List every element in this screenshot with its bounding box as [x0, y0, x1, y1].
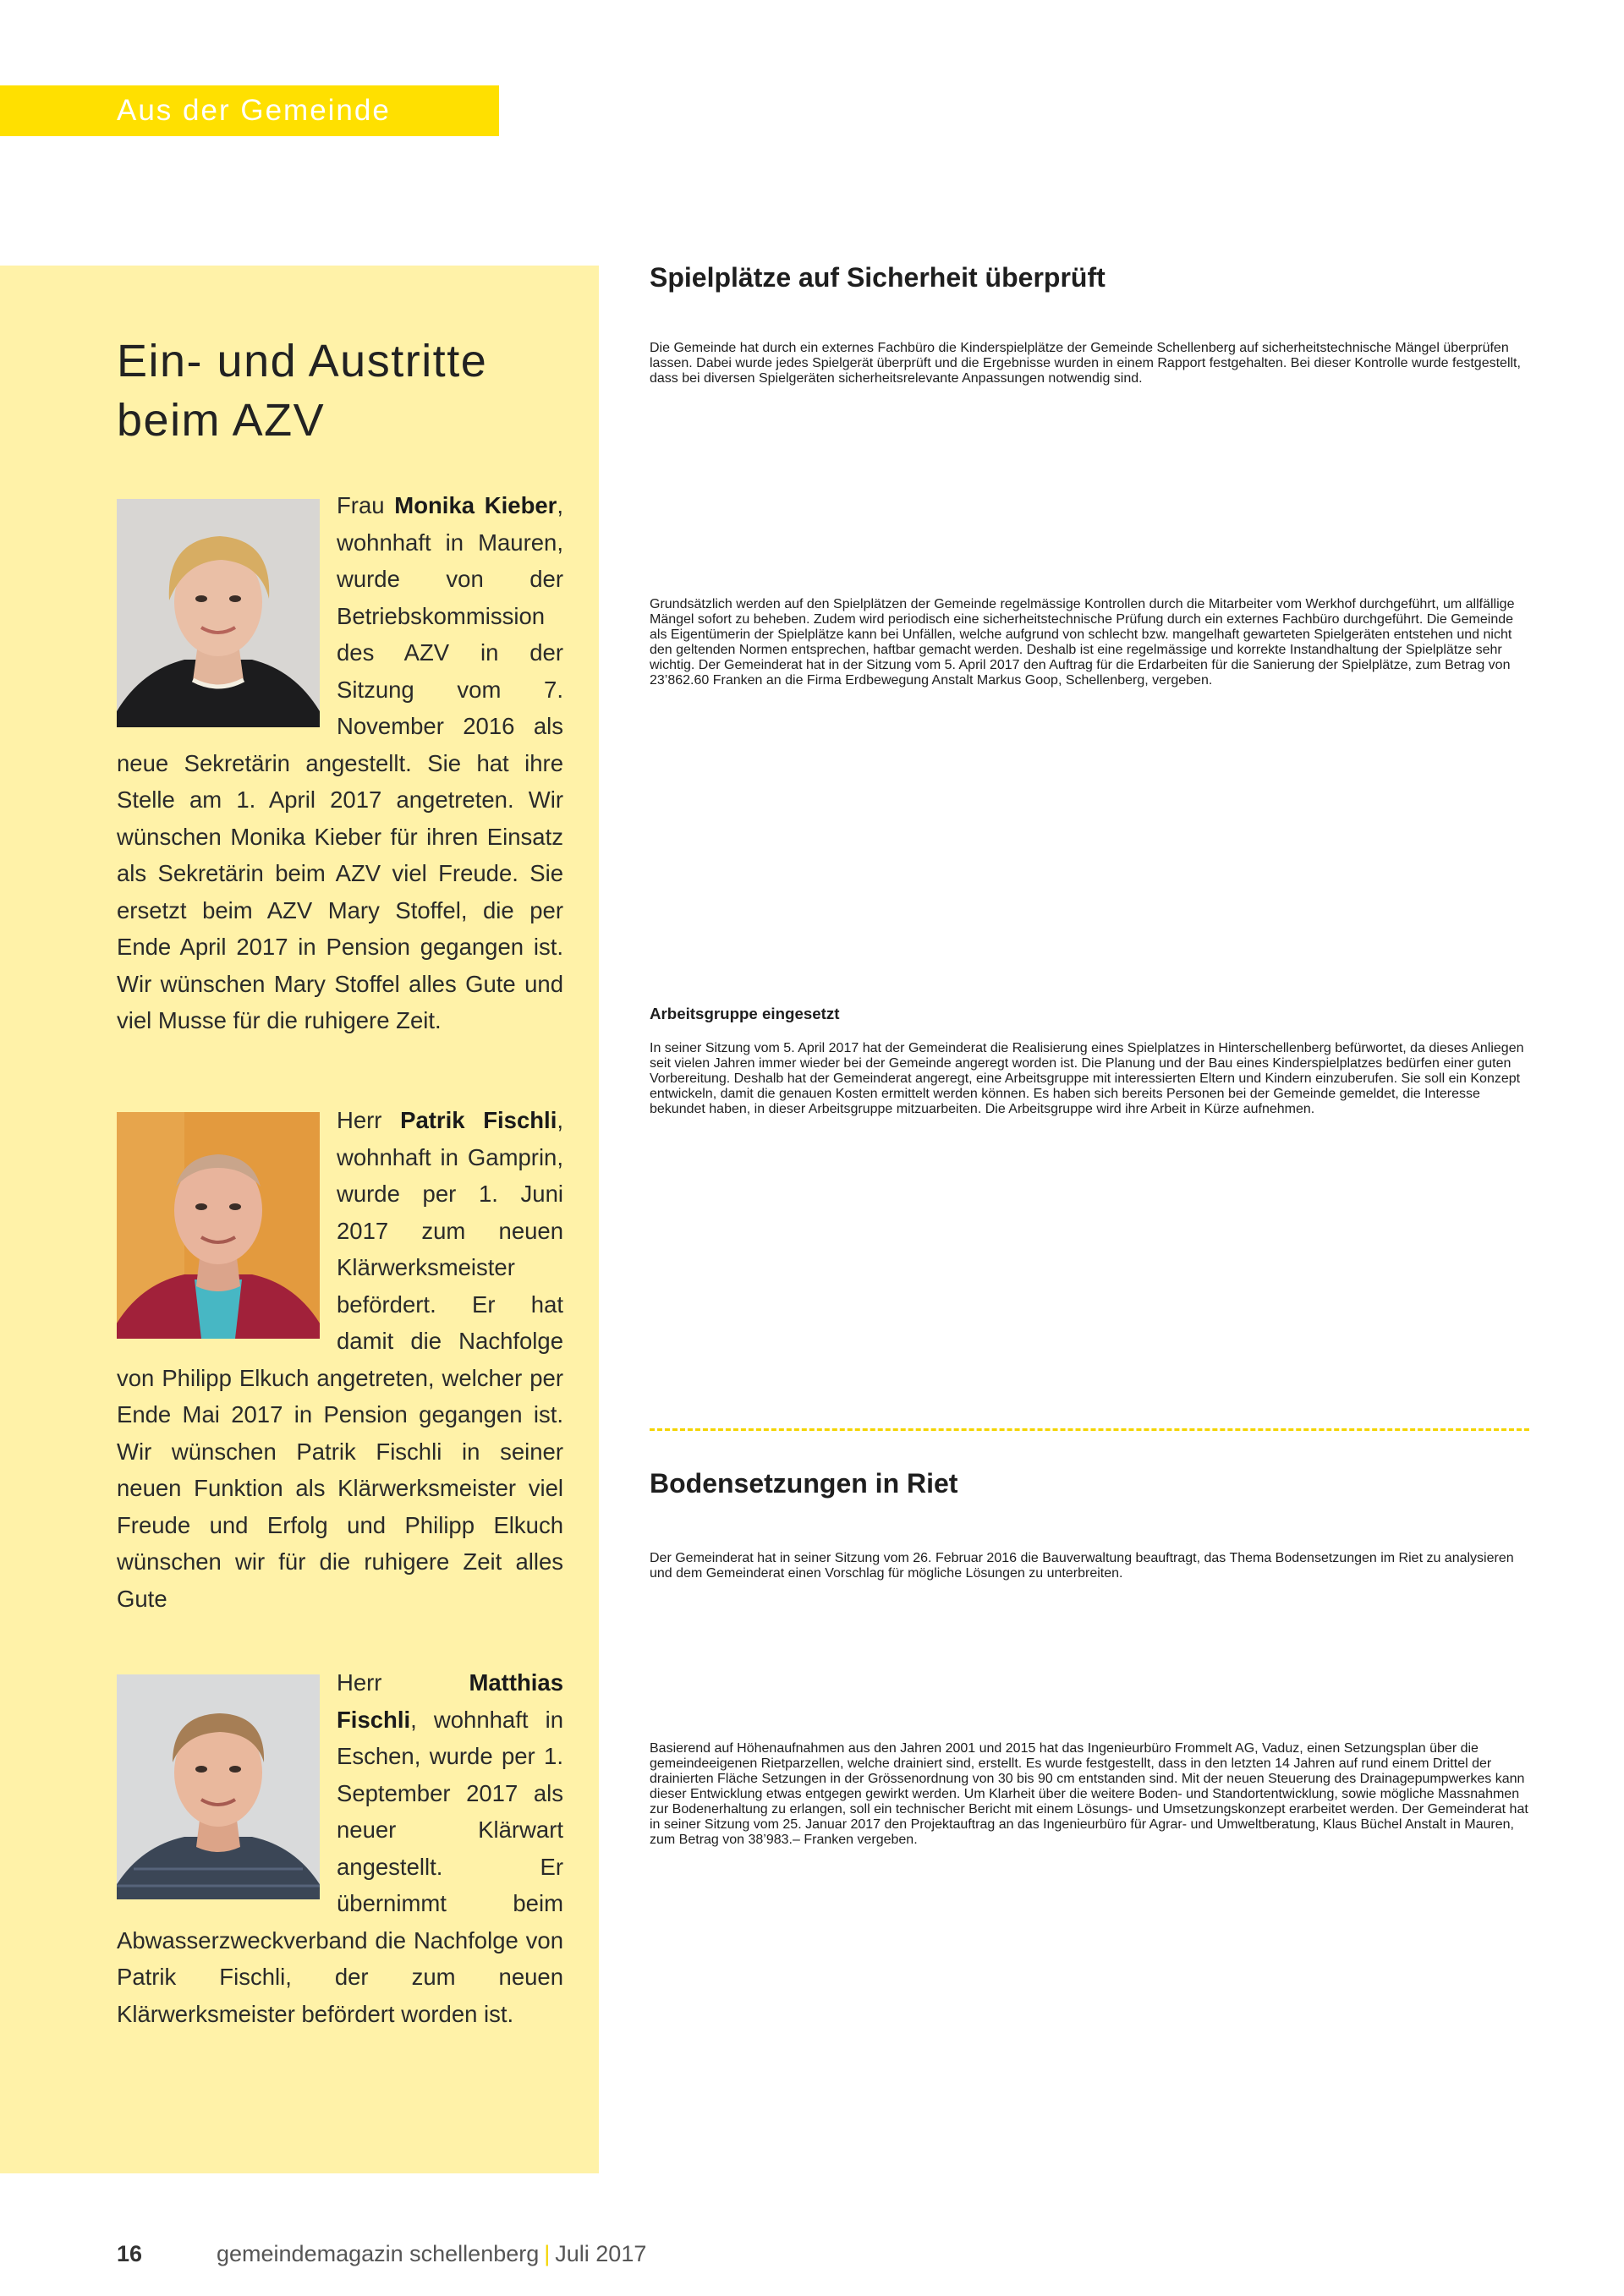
- portrait-photo: [117, 499, 320, 727]
- person-name: Monika Kieber: [394, 492, 557, 518]
- person-text: Herr Patrik Fischli, wohnhaft in Gamprin, wurde per 1. Juni 2017 zum neuen Klärwerksmeister befördert. Er hat damit die Nachfolge von Philipp Elkuch angetreten, welcher per Ende Mai 2017 in Pension gegangen ist. Wir wünschen Patrik Fischli in seiner neuen Funktion als Klärwerksmeister viel Freude und Erfolg und Philipp Elkuch wünschen wir für die ruhigere Zeit alles Gute: [117, 1107, 563, 1612]
- article-lead: Die Gemeinde hat durch ein externes Fachbüro die Kinderspielplätze der Gemeinde Schellenberg auf sicherheitstechnische Mängel überprüfen lassen. Dabei wurde jedes Spielgerät überprüft und die Ergebnisse wurden in einem Rapport festgehalten. Bei dieser Kontrolle wurde festgestellt, dass bei diversen Spielgeräten sicherheitsrelevante Anpassungen notwendig sind.: [650, 341, 1521, 386]
- person-text: Frau Monika Kieber, wohnhaft in Mauren, wurde von der Betriebskommission des AZV in der Sitzung vom 7. November 2016 als neue Sekretärin angestellt. Sie hat ihre Stelle am 1. April 2017 angetreten. Wir wünschen Monika Kieber für ihren Einsatz als Sekretärin beim AZV viel Freude. Sie ersetzt beim AZV Mary Stoffel, die per Ende April 2017 in Pension gegangen ist. Wir wünschen Mary Stoffel alles Gute und viel Musse für die ruhigere Zeit.: [117, 492, 564, 1033]
- article-title-spielplaetze: Spielplätze auf Sicherheit überprüft: [650, 262, 1106, 293]
- footer-separator: |: [544, 2241, 551, 2266]
- article-body: In seiner Sitzung vom 5. April 2017 hat der Gemeinderat die Realisierung eines Spielplatzes in Hinterschellenberg befürwortet, da dieses Anliegen seit vielen Jahren immer wieder bei der Gemeinde angeregt worden ist. Die Planung und der Bau eines Kinderspielplatzes bedürfen einer guten Vorbereitung. Deshalb hat der Gemeinderat angeregt, eine Arbeitsgruppe mit interessierten Eltern und Kindern einzuberufen. Sie soll ein Konzept entwickeln, damit die genauen Kosten ermittelt werden können. Es haben sich bereits Personen bei der Gemeinde gemeldet, die Interesse bekundet haben, in dieser Arbeitsgruppe mitzuarbeiten. Die Arbeitsgruppe wird ihre Arbeit in Kürze aufnehmen.: [650, 1041, 1524, 1116]
- person-text: Herr Matthias Fischli, wohnhaft in Eschen, wurde per 1. September 2017 als neuer Klärwart angestellt. Er übernimmt beim Abwasserzweckverband die Nachfolge von Patrik Fischli, der zum neuen Klärwerksmeister befördert worden ist.: [117, 1669, 563, 2027]
- section-tab: [0, 85, 499, 136]
- person-name: Matthias Fischli: [337, 1669, 563, 1733]
- article-lead: Der Gemeinderat hat in seiner Sitzung vom 26. Februar 2016 die Bauverwaltung beauftragt, das Thema Bodensetzungen im Riet zu analysieren und dem Gemeinderat einen Vorschlag für mögliche Lösungen zu unterbreiten.: [650, 1551, 1514, 1581]
- person-patrik-fischli: [117, 1102, 563, 1617]
- person-monika-kieber: [117, 487, 563, 1039]
- page-number: 16: [117, 2241, 143, 2266]
- dashed-divider: [650, 1428, 1529, 1431]
- sidebar-personnel: [0, 266, 599, 2173]
- article-subheading: Arbeitsgruppe eingesetzt: [650, 1005, 840, 1022]
- article-body: Grundsätzlich werden auf den Spielplätzen der Gemeinde regelmässige Kontrollen durch die Mitarbeiter vom Werkhof durchgeführt, um allfällige Mängel sofort zu beheben. Zudem wird periodisch eine sicherheitstechnische Prüfung durch ein externes Fachbüro durchgeführt. Die Gemeinde als Eigentümerin der Spielplätze kann bei Unfällen, welche aufgrund von schlecht bzw. mangelhaft gewarteten Spielgeräten entstehen und nicht den geltenden Normen entsprechen, haftbar gemacht werden. Deshalb ist eine regelmässige und korrekte Instandhaltung der Spielplätze sehr wichtig. Der Gemeinderat hat in der Sitzung vom 5. April 2017 den Auftrag für die Erdarbeiten für die Sanierung der Spielplätze, zum Betrag von 23’862.60 Franken an die Firma Erdbewegung Anstalt Markus Goop, Schellenberg, vergeben.: [650, 597, 1515, 688]
- article-title-bodensetzungen: Bodensetzungen in Riet: [650, 1468, 958, 1499]
- issue-date: Juli 2017: [555, 2241, 647, 2266]
- magazine-name: gemeindemagazin schellenberg: [217, 2241, 540, 2266]
- page-footer: [117, 2239, 646, 2268]
- sidebar-title: Ein- und Austritte beim AZV: [117, 336, 488, 446]
- section-label: Aus der Gemeinde: [117, 94, 391, 127]
- person-matthias-fischli: [117, 1664, 563, 2032]
- article-body: Basierend auf Höhenaufnahmen aus den Jahren 2001 und 2015 hat das Ingenieurbüro Frommelt AG, Vaduz, einen Setzungsplan über die gemeindeeigenen Rietparzellen, welche drainiert sind, erstellt. Es wurde festgestellt, dass in den letzten 14 Jahren auf rund einem Drittel der drainierten Fläche Setzungen in der Grössenordnung von 30 bis 90 cm entstanden sind. Mit der neuen Steuerung des Drainagepumpwerkes kann dieser Entwicklung etwas entgegen gewirkt werden. Um Klarheit über die weitere Boden- und Standortentwicklung, sowie mögliche Massnahmen zur Bodenerhaltung zu erlangen, soll ein technischer Bericht mit einem Lösungs- und Umsetzungskonzept erarbeitet werden. Der Gemeinderat hat in seiner Sitzung vom 25. Januar 2017 den Projektauftrag an das Ingenieurbüro für Agrar- und Umweltberatung, Klaus Büchel Anstalt in Mauren, zum Betrag von 38’983.– Franken vergeben.: [650, 1741, 1528, 1847]
- person-name: Patrik Fischli: [400, 1107, 557, 1133]
- portrait-photo: [117, 1112, 320, 1339]
- portrait-photo: [117, 1674, 320, 1899]
